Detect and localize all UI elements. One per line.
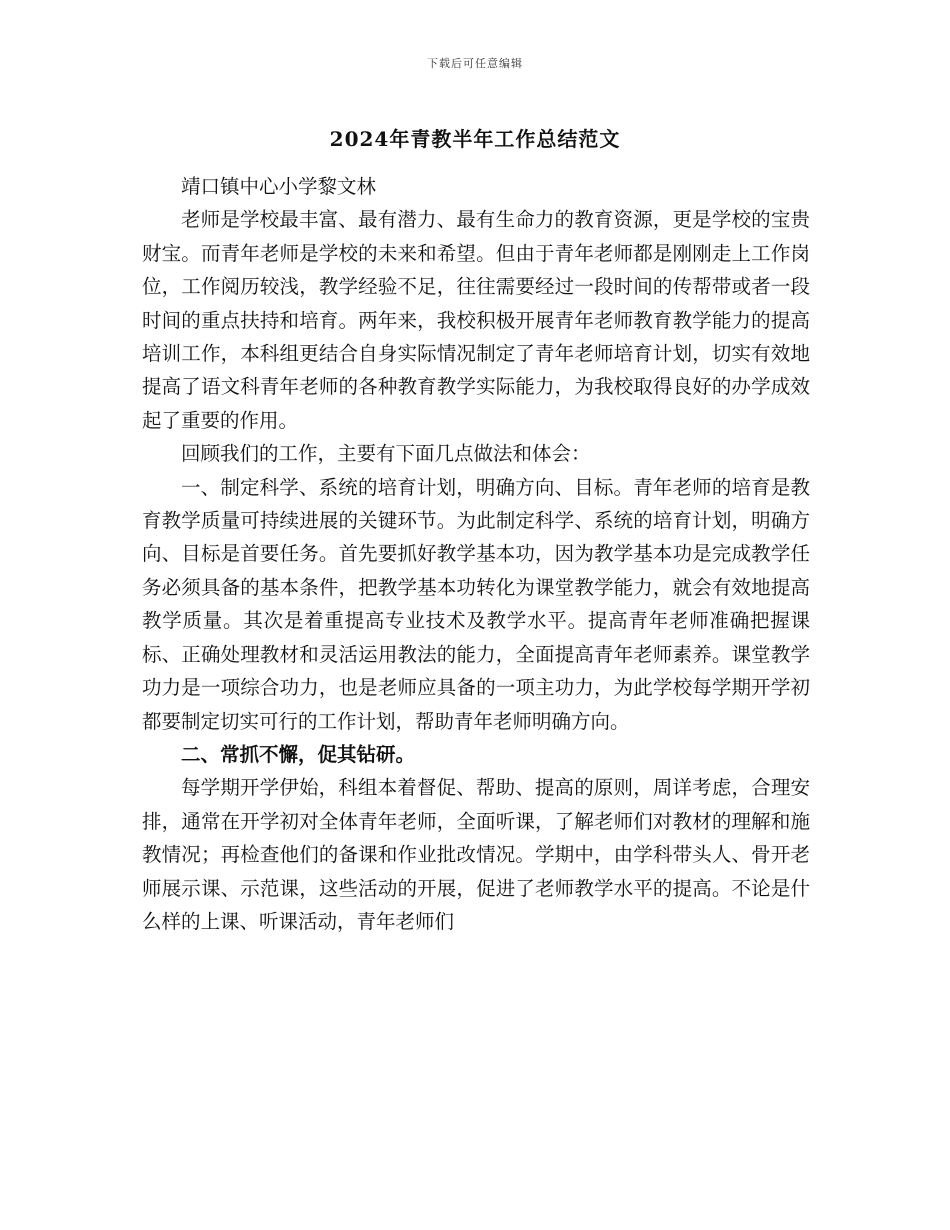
document-title: 2024年青教半年工作总结范文 xyxy=(329,127,621,151)
paragraph-review: 回顾我们的工作，主要有下面几点做法和体会： xyxy=(181,442,591,466)
section-heading-two: 二、常抓不懈，促其钻研。 xyxy=(181,742,416,766)
document-body xyxy=(142,170,810,938)
paragraph-intro: 老师是学校最丰富、最有潜力、最有生命力的教育资源，更是学校的宝贵财宝。而青年老师是学校的未来和希望。但由于青年老师都是刚刚走上工作岗位，工作阅历较浅，教学经验不足，往往需要经过一段时间的传帮带或者一段时间的重点扶持和培育。两年来，我校积极开展青年老师教育教学能力的提高培训工作，本科组更结合自身实际情况制定了青年老师培育计划，切实有效地提高了语文科青年老师的各种教育教学实际能力，为我校取得良好的办学成效起了重要的作用。 xyxy=(142,208,810,432)
author-line: 靖口镇中心小学黎文林 xyxy=(181,175,377,198)
paragraph-section-one: 一、制定科学、系统的培育计划，明确方向、目标。青年老师的培育是教育教学质量可持续进展的关键环节。为此制定科学、系统的培育计划，明确方向、目标是首要任务。首先要抓好教学基本功，因为教学基本功是完成教学任务必须具备的基本条件，把教学基本功转化为课堂教学能力，就会有效地提高教学质量。其次是着重提高专业技术及教学水平。提高青年老师准确把握课标、正确处理教材和灵活运用教法的能力，全面提高青年老师素养。课堂教学功力是一项综合功力，也是老师应具备的一项主功力，为此学校每学期开学初都要制定切实可行的工作计划，帮助青年老师明确方向。 xyxy=(142,475,810,733)
paragraph-section-two: 每学期开学伊始，科组本着督促、帮助、提高的原则，周详考虑，合理安排，通常在开学初对全体青年老师，全面听课，了解老师们对教材的理解和施教情况；再检查他们的备课和作业批改情况。学期中，由学科带头人、骨开老师展示课、示范课，这些活动的开展，促进了老师教学水平的提高。不论是什么样的上课、听课活动，青年老师们 xyxy=(142,776,810,933)
page-header-note: 下载后可任意编辑 xyxy=(427,57,523,70)
